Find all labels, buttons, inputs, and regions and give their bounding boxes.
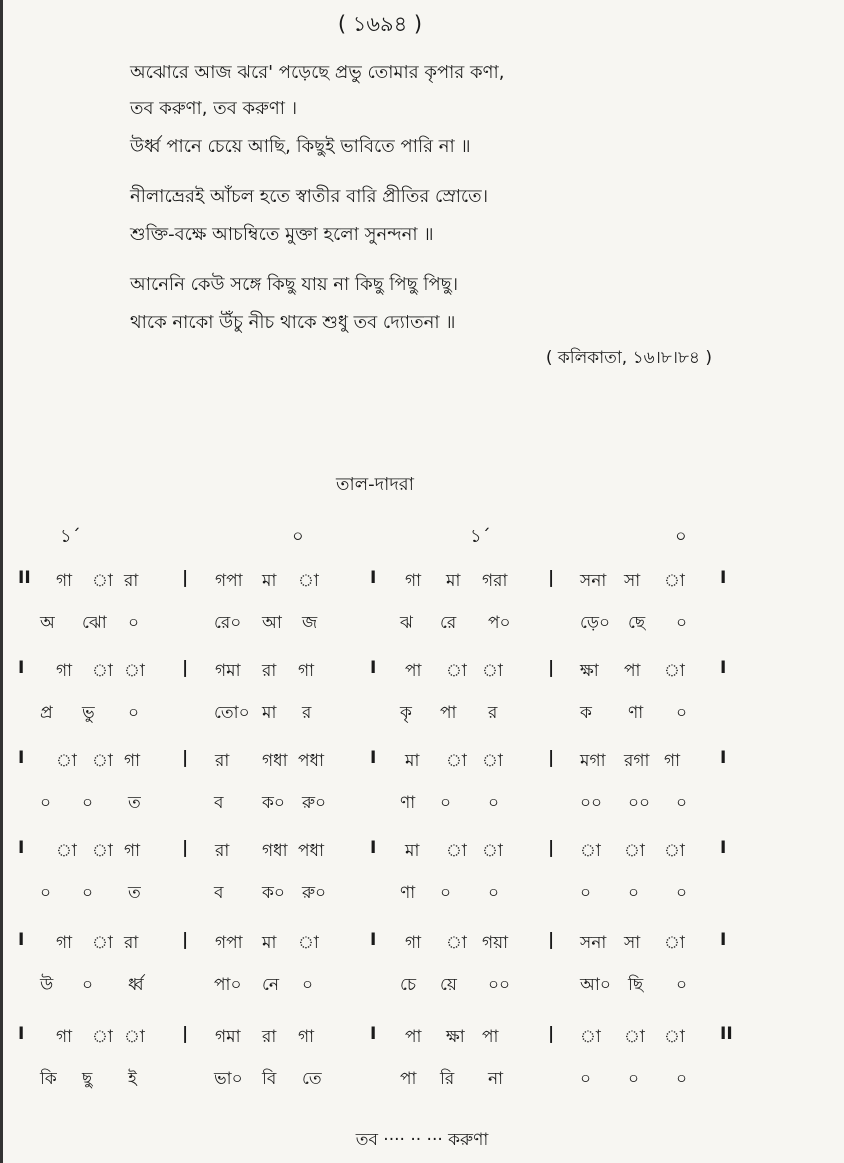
swara-note: গা — [298, 661, 315, 681]
swara-note: রা — [215, 841, 230, 861]
lyric-syllable: ভু — [82, 703, 95, 723]
swara-note: া — [664, 933, 685, 953]
swara-note: গমা — [215, 661, 241, 681]
notation-row — [0, 658, 844, 748]
lyric-syllable: ০ — [628, 1069, 640, 1089]
lyric-syllable: ০ — [82, 975, 94, 995]
bar-line: | — [182, 930, 189, 950]
lyric-syllable: পা — [440, 703, 457, 723]
tala-mark-1: ১´ — [60, 526, 81, 547]
bar-line: I — [18, 658, 25, 678]
swara-note: া — [92, 571, 113, 591]
lyric-syllable: ভা০ — [214, 1069, 243, 1089]
swara-note: া — [56, 841, 77, 861]
swara-note: মগা — [580, 751, 606, 771]
lyric-syllable: রে — [440, 613, 457, 633]
lyric-line-1: অঝোরে আজ ঝরে' পড়েছে প্রভু তোমার কৃপার কণা, — [130, 62, 505, 83]
swara-note: া — [446, 933, 467, 953]
lyric-line-6: আনেনি কেউ সঙ্গে কিছু যায় না কিছু পিছু পিছু। — [130, 274, 459, 295]
lyric-syllable: ০ — [488, 883, 500, 903]
bar-line: I — [370, 748, 377, 768]
lyric-syllable: ০ — [40, 883, 52, 903]
swara-note: মা — [405, 751, 420, 771]
lyric-syllable: ণা — [628, 703, 644, 723]
lyric-syllable: ণা — [400, 793, 416, 813]
tala-mark-4: ০ — [675, 526, 687, 547]
lyric-syllable: ০ — [302, 975, 314, 995]
bar-line: | — [548, 658, 555, 678]
swara-note: গমা — [215, 1027, 241, 1047]
lyric-syllable: ছি — [628, 975, 644, 995]
swara-note: রা — [215, 751, 230, 771]
lyric-syllable: পা — [400, 1069, 417, 1089]
lyric-syllable: জ — [302, 613, 318, 633]
swara-note: রা — [262, 661, 277, 681]
swara-note: মা — [446, 571, 461, 591]
lyric-line-5: শুক্তি-বক্ষে আচম্বিতে মুক্তা হলো সুনন্দনা ॥ — [130, 224, 434, 245]
bar-line: | — [182, 748, 189, 768]
bar-line: I — [720, 658, 727, 678]
lyric-line-7: থাকে নাকো উঁচু নীচ থাকে শুধু তব দ্যোতনা ॥ — [130, 312, 456, 333]
swara-note: া — [298, 933, 319, 953]
notation-row — [0, 838, 844, 928]
notation-row — [0, 568, 844, 658]
lyric-syllable: রু০ — [302, 883, 327, 903]
lyric-syllable: ছু — [82, 1069, 93, 1089]
lyric-syllable: আ০ — [580, 975, 611, 995]
lyric-syllable: ০ — [440, 883, 452, 903]
swara-note: া — [92, 933, 113, 953]
swara-note: গা — [56, 661, 73, 681]
swara-note: া — [92, 841, 113, 861]
bar-line: I — [720, 930, 727, 950]
lyric-line-4: নীলাভ্রেরই আঁচল হতে স্বাতীর বারি প্রীতির স্রোতে। — [130, 186, 489, 207]
lyric-syllable: ক০ — [262, 883, 285, 903]
lyric-syllable: বি — [262, 1069, 277, 1089]
lyric-syllable: ত — [128, 883, 141, 903]
lyric-syllable: ০ — [628, 883, 640, 903]
bar-line: | — [182, 838, 189, 858]
swara-note: গরা — [482, 571, 508, 591]
bar-line: I — [18, 748, 25, 768]
lyric-syllable: নে — [262, 975, 280, 995]
swara-note: া — [92, 1027, 113, 1047]
lyric-syllable: অ — [40, 613, 55, 633]
swara-note: পা — [624, 661, 641, 681]
swara-note: সনা — [580, 933, 607, 953]
swara-note: া — [624, 1027, 645, 1047]
swara-note: গয়া — [482, 933, 509, 953]
lyric-syllable: উ — [40, 975, 54, 995]
lyric-syllable: ০ — [580, 1069, 592, 1089]
swara-note: া — [664, 571, 685, 591]
lyric-syllable: চে — [400, 975, 417, 995]
lyric-line-3: উর্ধ্ব পানে চেয়ে আছি, কিছুই ভাবিতে পারি না ॥ — [130, 136, 471, 157]
swara-note: গধা — [262, 751, 288, 771]
bar-line: | — [182, 1024, 189, 1044]
lyric-syllable: ০ — [676, 793, 688, 813]
lyric-syllable: ঝ — [400, 613, 413, 633]
swara-note: মা — [405, 841, 420, 861]
lyric-syllable: ঝো — [82, 613, 107, 633]
tala-mark-2: ০ — [292, 526, 304, 547]
swara-note: া — [482, 841, 503, 861]
bar-line: I — [370, 568, 377, 588]
bar-line: I — [370, 658, 377, 678]
bar-line: I — [370, 930, 377, 950]
lyric-syllable: পা০ — [214, 975, 242, 995]
swara-note: া — [446, 841, 467, 861]
lyric-syllable: ০ — [580, 883, 592, 903]
lyric-syllable: ০ — [488, 793, 500, 813]
lyric-syllable: ০ — [676, 883, 688, 903]
lyric-syllable: প০ — [488, 613, 511, 633]
swara-note: রা — [124, 933, 139, 953]
lyric-syllable: ০ — [440, 793, 452, 813]
swara-note: পা — [482, 1027, 499, 1047]
swara-note: া — [124, 1027, 145, 1047]
swara-note: গা — [56, 933, 73, 953]
bar-line: I — [720, 568, 727, 588]
swara-note: ক্ষা — [580, 661, 599, 681]
lyric-syllable: য়ে — [440, 975, 457, 995]
swara-note: মা — [262, 933, 277, 953]
swara-note: া — [664, 1027, 685, 1047]
lyric-syllable: র — [302, 703, 312, 723]
notation-row — [0, 930, 844, 1020]
lyric-syllable: তো০ — [214, 703, 250, 723]
swara-note: া — [446, 751, 467, 771]
lyric-syllable: ০ — [676, 703, 688, 723]
lyric-syllable: ০ — [128, 613, 140, 633]
swara-note: া — [482, 661, 503, 681]
lyric-syllable: ০ — [40, 793, 52, 813]
lyric-syllable: ড়ে০ — [580, 613, 611, 633]
bar-line: I — [720, 838, 727, 858]
swara-note: সনা — [580, 571, 607, 591]
bar-line: II — [720, 1024, 733, 1044]
swara-note: গা — [124, 841, 141, 861]
swara-note: া — [624, 841, 645, 861]
bar-line: I — [370, 1024, 377, 1044]
lyric-syllable: ই — [128, 1069, 137, 1089]
swara-note: পধা — [298, 751, 324, 771]
swara-note: া — [92, 751, 113, 771]
bar-line: I — [18, 930, 25, 950]
closing-refrain: তব ···· ·· ··· করুণা — [355, 1130, 489, 1150]
lyric-syllable: কি — [40, 1069, 57, 1089]
swara-note: পধা — [298, 841, 324, 861]
swara-note: া — [482, 751, 503, 771]
bar-line: I — [370, 838, 377, 858]
swara-note: া — [580, 841, 601, 861]
swara-note: গা — [298, 1027, 315, 1047]
tala-mark-3: ১´ — [470, 526, 491, 547]
swara-note: গা — [405, 933, 422, 953]
bar-line: I — [18, 1024, 25, 1044]
lyric-syllable: তে — [302, 1069, 322, 1089]
lyric-syllable: ০০ — [580, 793, 603, 813]
notation-row — [0, 1024, 844, 1114]
lyric-syllable: ০ — [128, 703, 140, 723]
swara-note: গপা — [215, 933, 243, 953]
swara-note: গা — [124, 751, 141, 771]
lyric-syllable: ব — [214, 793, 224, 813]
lyric-syllable: ০ — [676, 1069, 688, 1089]
swara-note: গা — [405, 571, 422, 591]
lyric-syllable: রু০ — [302, 793, 327, 813]
lyric-syllable: র্ধ্ব — [128, 975, 144, 995]
song-number: ( ১৬৯৪ ) — [337, 12, 423, 36]
lyric-syllable: আ — [262, 613, 282, 633]
swara-note: া — [56, 751, 77, 771]
swara-note: ক্ষা — [446, 1027, 465, 1047]
swara-note: গধা — [262, 841, 288, 861]
bar-line: II — [18, 568, 31, 588]
bar-line: I — [18, 838, 25, 858]
swara-note: া — [298, 571, 319, 591]
lyric-syllable: ণা — [400, 883, 416, 903]
swara-note: সা — [624, 571, 641, 591]
bar-line: | — [548, 930, 555, 950]
tala-title: তাল-দাদরা — [336, 474, 414, 495]
bar-line: | — [548, 838, 555, 858]
swara-note: া — [446, 661, 467, 681]
notation-row — [0, 748, 844, 838]
swara-note: রগা — [624, 751, 650, 771]
swara-note: রা — [262, 1027, 277, 1047]
bar-line: | — [548, 568, 555, 588]
swara-note: গপা — [215, 571, 243, 591]
lyric-syllable: ০০ — [628, 793, 651, 813]
lyric-syllable: না — [488, 1069, 504, 1089]
lyric-syllable: ব — [214, 883, 224, 903]
swara-note: া — [664, 841, 685, 861]
lyric-syllable: ০ — [676, 613, 688, 633]
bar-line: | — [548, 748, 555, 768]
lyric-syllable: মা — [262, 703, 277, 723]
bar-line: | — [182, 658, 189, 678]
swara-note: া — [580, 1027, 601, 1047]
swara-note: মা — [262, 571, 277, 591]
lyric-syllable: ক০ — [262, 793, 285, 813]
swara-note: গা — [664, 751, 681, 771]
lyric-syllable: প্র — [40, 703, 53, 723]
bar-line: | — [548, 1024, 555, 1044]
swara-note: পা — [405, 1027, 422, 1047]
lyric-syllable: ০ — [82, 883, 94, 903]
lyric-syllable: রে০ — [214, 613, 242, 633]
lyric-syllable: ছে — [628, 613, 646, 633]
swara-note: গা — [56, 571, 73, 591]
lyric-syllable: ত — [128, 793, 141, 813]
swara-note: া — [92, 661, 113, 681]
lyric-line-2: তব করুণা, তব করুণা । — [130, 98, 298, 119]
swara-note: সা — [624, 933, 641, 953]
place-date: ( কলিকাতা, ১৬।৮।৮৪ ) — [545, 348, 712, 368]
bar-line: | — [182, 568, 189, 588]
swara-note: রা — [124, 571, 139, 591]
lyric-syllable: ০ — [676, 975, 688, 995]
lyric-syllable: র — [488, 703, 498, 723]
lyric-syllable: ০ — [82, 793, 94, 813]
lyric-syllable: রি — [440, 1069, 455, 1089]
swara-note: া — [664, 661, 685, 681]
lyric-syllable: ক — [580, 703, 592, 723]
swara-note: পা — [405, 661, 422, 681]
lyric-syllable: কৃ — [400, 703, 412, 723]
lyric-syllable: ০০ — [488, 975, 511, 995]
bar-line: I — [720, 748, 727, 768]
swara-note: গা — [56, 1027, 73, 1047]
swara-note: া — [124, 661, 145, 681]
